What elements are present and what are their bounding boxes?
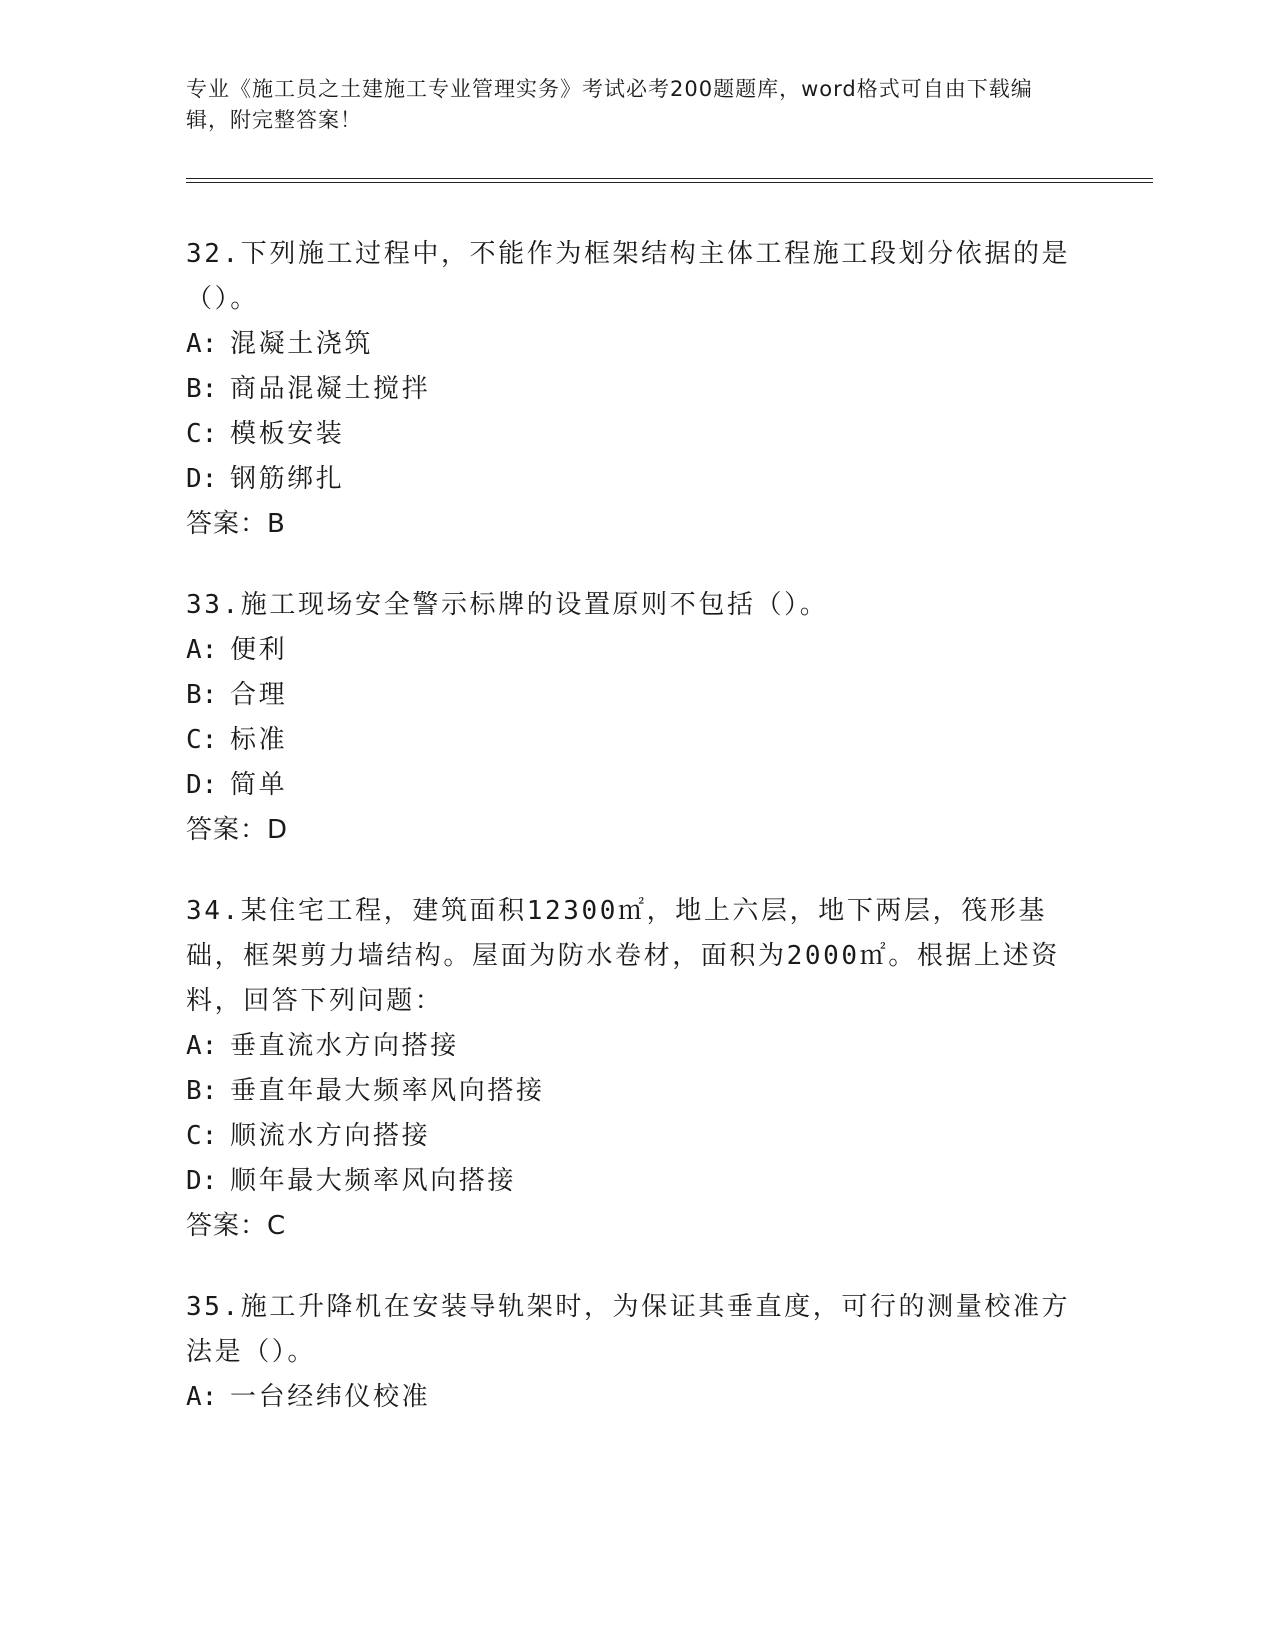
option-text: 垂直流水方向搭接 bbox=[230, 1031, 459, 1061]
option-text: 顺流水方向搭接 bbox=[230, 1121, 431, 1151]
option-text: 垂直年最大频率风向搭接 bbox=[230, 1076, 545, 1106]
question-stem: 35.施工升降机在安装导轨架时，为保证其垂直度，可行的测量校准方法是（）。 bbox=[186, 1292, 1071, 1367]
option-letter: D: bbox=[186, 464, 218, 494]
question-stem: 32.下列施工过程中，不能作为框架结构主体工程施工段划分依据的是（）。 bbox=[186, 239, 1071, 314]
option-text: 一台经纬仪校准 bbox=[230, 1382, 431, 1412]
option-text: 合理 bbox=[230, 680, 288, 710]
header-rule-bottom bbox=[186, 182, 1153, 183]
option-text: 模板安装 bbox=[230, 419, 345, 449]
answer-label: 答案：C bbox=[186, 1211, 287, 1241]
option-c bbox=[186, 412, 1076, 457]
option-text: 钢筋绑扎 bbox=[230, 464, 345, 494]
option-d bbox=[186, 457, 1076, 502]
question-35 bbox=[186, 1285, 1076, 1420]
option-letter: B: bbox=[186, 374, 218, 404]
answer-label: 答案：B bbox=[186, 509, 286, 539]
option-letter: D: bbox=[186, 1166, 218, 1196]
option-a bbox=[186, 322, 1076, 367]
option-letter: C: bbox=[186, 1121, 218, 1151]
option-b bbox=[186, 673, 1076, 718]
option-text: 简单 bbox=[230, 770, 288, 800]
option-text: 混凝土浇筑 bbox=[230, 329, 374, 359]
question-list bbox=[186, 232, 1076, 1456]
option-text: 标准 bbox=[230, 725, 288, 755]
option-b bbox=[186, 367, 1076, 412]
answer-label: 答案：D bbox=[186, 815, 289, 845]
option-c bbox=[186, 1114, 1076, 1159]
question-stem: 34.某住宅工程，建筑面积12300㎡，地上六层，地下两层，筏形基础，框架剪力墙结构。屋面为防水卷材，面积为2000㎡。根据上述资料，回答下列问题： bbox=[186, 896, 1060, 1016]
option-letter: A: bbox=[186, 329, 218, 359]
option-a bbox=[186, 1024, 1076, 1069]
option-d bbox=[186, 1159, 1076, 1204]
option-letter: C: bbox=[186, 725, 218, 755]
option-b bbox=[186, 1069, 1076, 1114]
header-rule-top bbox=[186, 178, 1153, 179]
question-stem: 33.施工现场安全警示标牌的设置原则不包括（）。 bbox=[186, 590, 829, 620]
question-32 bbox=[186, 232, 1076, 547]
option-letter: D: bbox=[186, 770, 218, 800]
question-33 bbox=[186, 583, 1076, 853]
option-letter: A: bbox=[186, 1031, 218, 1061]
option-letter: A: bbox=[186, 1382, 218, 1412]
option-letter: A: bbox=[186, 635, 218, 665]
option-d bbox=[186, 763, 1076, 808]
option-a bbox=[186, 1375, 1076, 1420]
document-header: 专业《施工员之土建施工专业管理实务》考试必考200题题库，word格式可自由下载编辑，附完整答案！ bbox=[186, 77, 1033, 132]
option-letter: C: bbox=[186, 419, 218, 449]
question-34 bbox=[186, 889, 1076, 1249]
option-letter: B: bbox=[186, 680, 218, 710]
option-c bbox=[186, 718, 1076, 763]
option-a bbox=[186, 628, 1076, 673]
option-text: 便利 bbox=[230, 635, 288, 665]
option-text: 顺年最大频率风向搭接 bbox=[230, 1166, 517, 1196]
option-text: 商品混凝土搅拌 bbox=[230, 374, 431, 404]
option-letter: B: bbox=[186, 1076, 218, 1106]
